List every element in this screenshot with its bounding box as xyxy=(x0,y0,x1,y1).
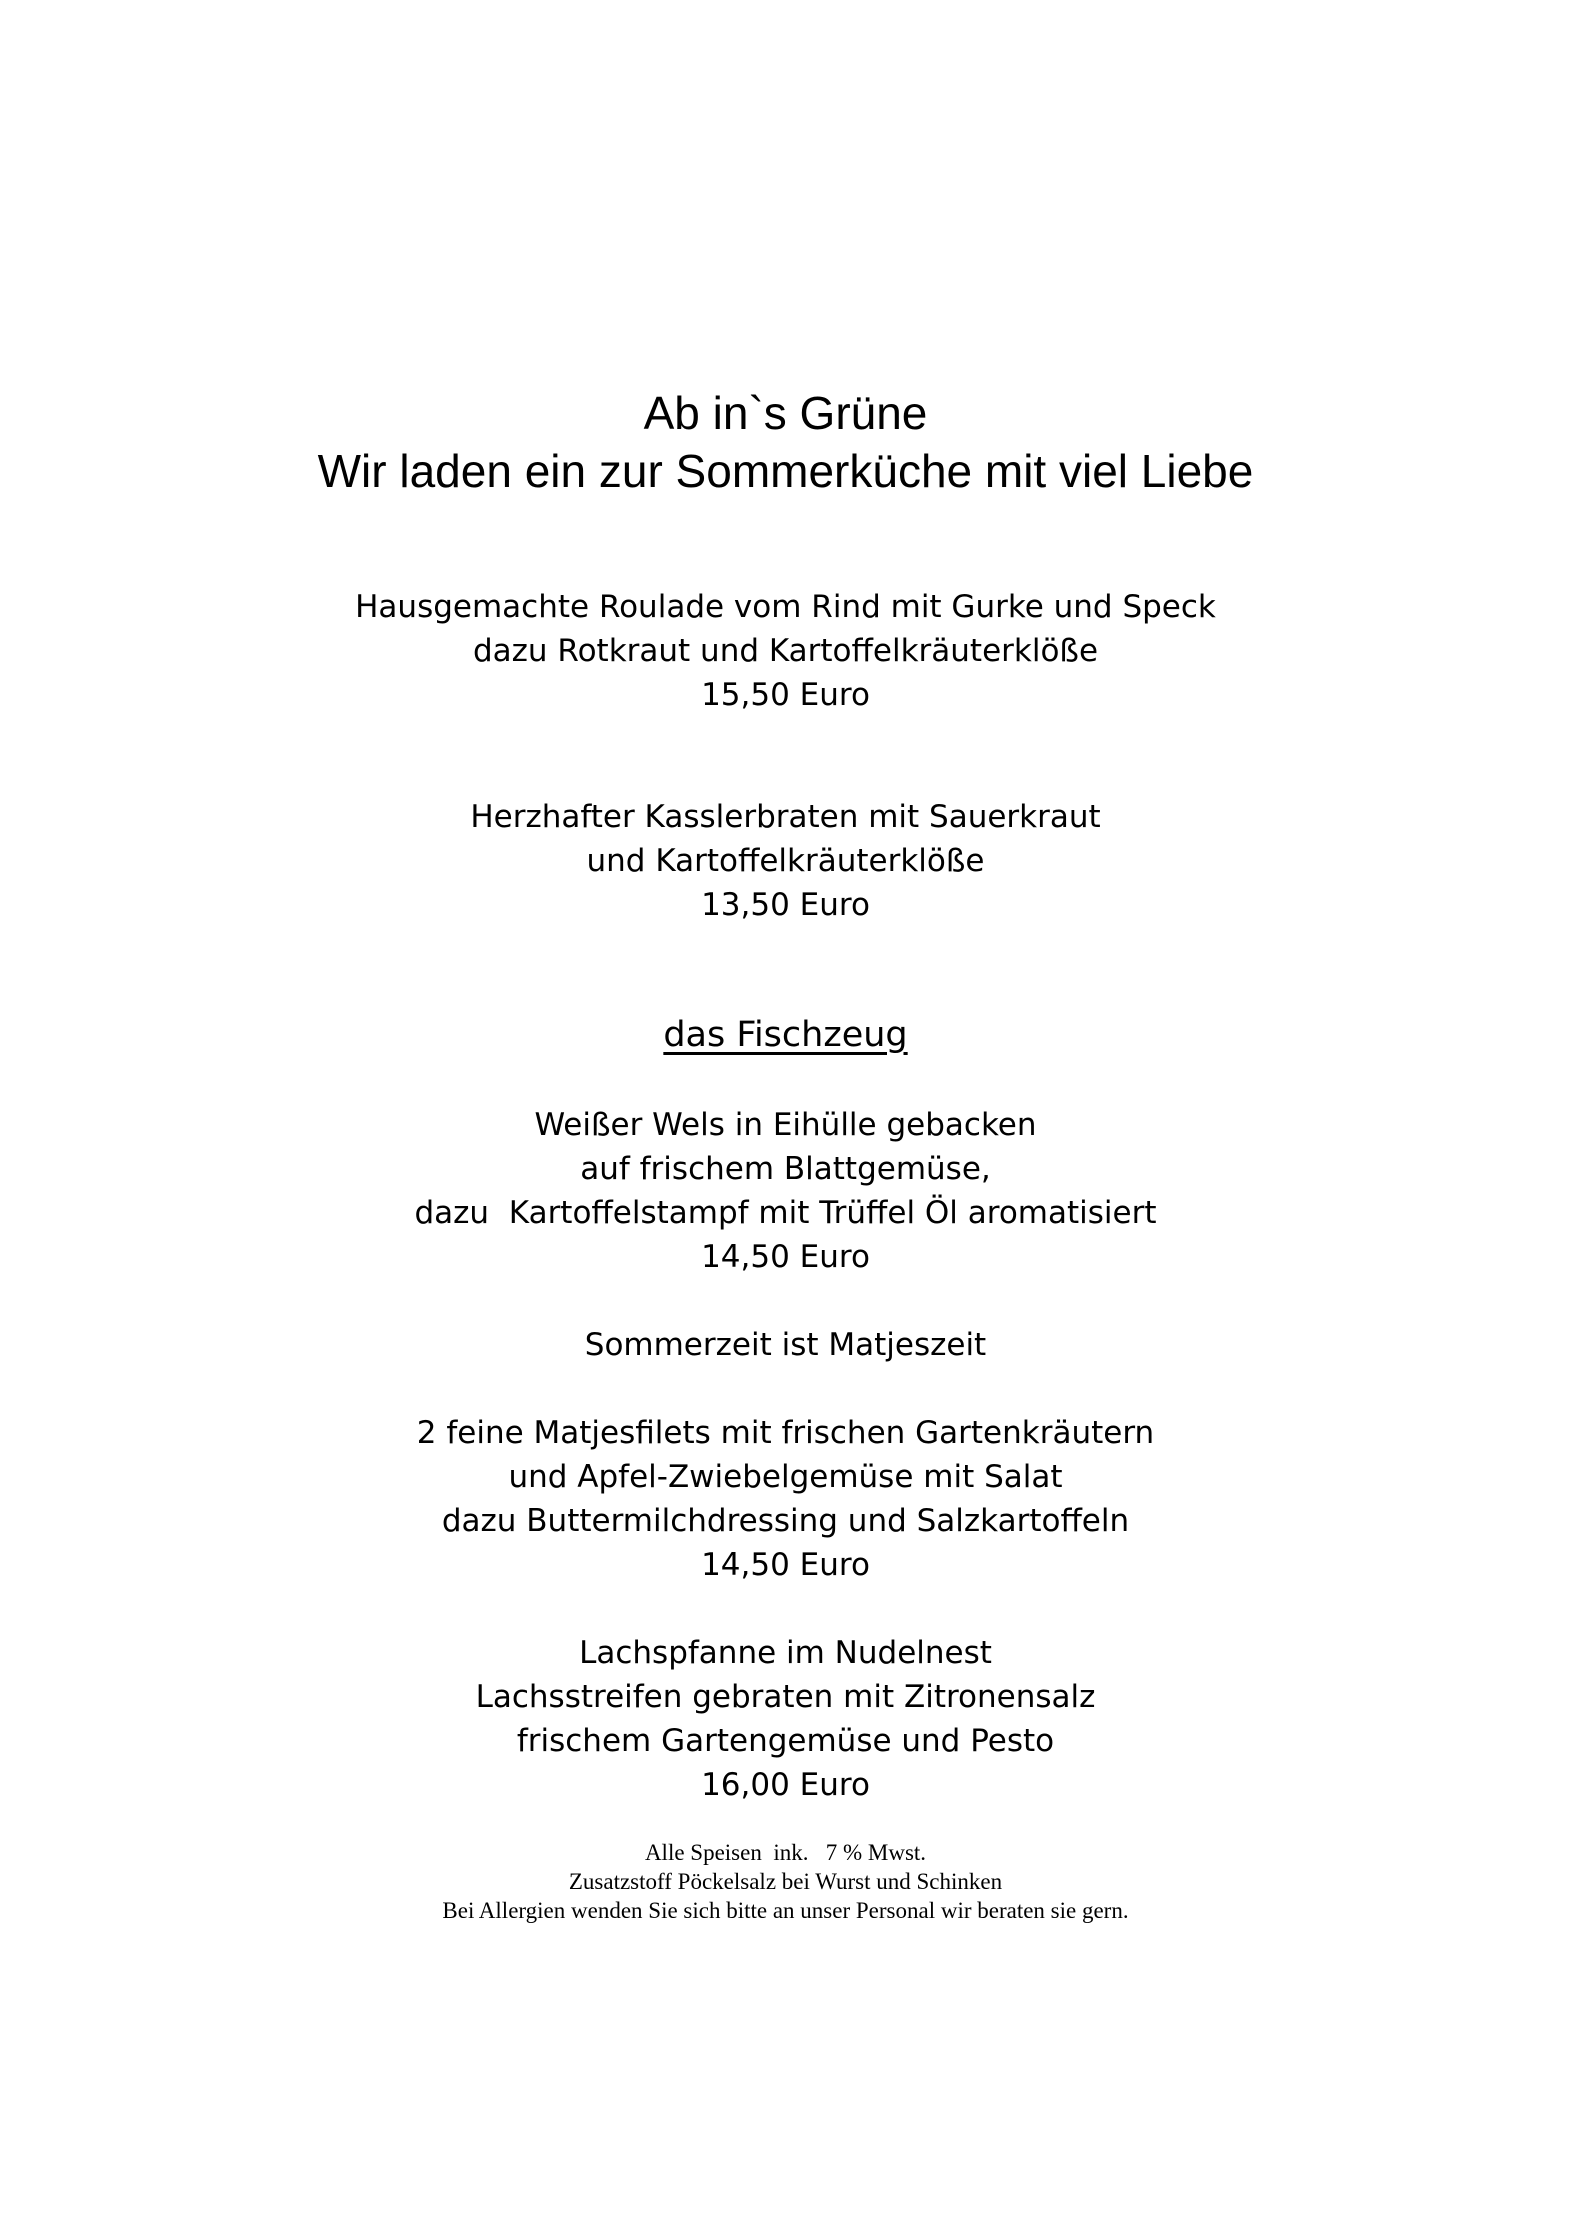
dish-kassler-price: 13,50 Euro xyxy=(701,887,870,923)
footer-allergy-note: Bei Allergien wenden Sie sich bitte an unser Personal wir beraten sie gern. xyxy=(442,1898,1129,1923)
dish-wels-line-2: auf frischem Blattgemüse, xyxy=(580,1151,991,1187)
dish-matjes-line-1: 2 feine Matjesfilets mit frischen Gartenkräutern xyxy=(416,1415,1155,1451)
dish-lachs-line-1: Lachspfanne im Nudelnest xyxy=(579,1635,992,1671)
dish-wels-price: 14,50 Euro xyxy=(701,1239,870,1275)
dish-wels-line-1: Weißer Wels in Eihülle gebacken xyxy=(534,1107,1037,1143)
dish-matjes-line-2: und Apfel-Zwiebelgemüse mit Salat xyxy=(508,1459,1063,1495)
dish-roulade-line-1: Hausgemachte Roulade vom Rind mit Gurke und Speck xyxy=(355,589,1216,625)
dish-kassler-line-2: und Kartoffelkräuterklöße xyxy=(586,843,985,879)
dish-kassler-line-1: Herzhafter Kasslerbraten mit Sauerkraut xyxy=(470,799,1101,835)
section-heading-fish: das Fischzeug xyxy=(663,1015,908,1055)
dish-matjes-line-3: dazu Buttermilchdressing und Salzkartoffeln xyxy=(441,1503,1130,1539)
dish-lachs-price: 16,00 Euro xyxy=(701,1767,870,1803)
footer-tax-note: Alle Speisen ink. 7 % Mwst. xyxy=(644,1840,927,1865)
dish-matjes-intro: Sommerzeit ist Matjeszeit xyxy=(584,1327,987,1363)
dish-roulade-line-2: dazu Rotkraut und Kartoffelkräuterklöße xyxy=(472,633,1099,669)
page-title: Ab in`s Grüne xyxy=(643,387,928,439)
dish-roulade-price: 15,50 Euro xyxy=(701,677,870,713)
dish-lachs-line-2: Lachsstreifen gebraten mit Zitronensalz xyxy=(475,1679,1096,1715)
footer-additive-note: Zusatzstoff Pöckelsalz bei Wurst und Schinken xyxy=(568,1869,1003,1894)
dish-matjes-price: 14,50 Euro xyxy=(701,1547,870,1583)
dish-lachs-line-3: frischem Gartengemüse und Pesto xyxy=(516,1723,1055,1759)
dish-wels-line-3: dazu Kartoffelstampf mit Trüffel Öl aromatisiert xyxy=(414,1195,1157,1231)
page-subtitle: Wir laden ein zur Sommerküche mit viel Liebe xyxy=(317,445,1254,497)
